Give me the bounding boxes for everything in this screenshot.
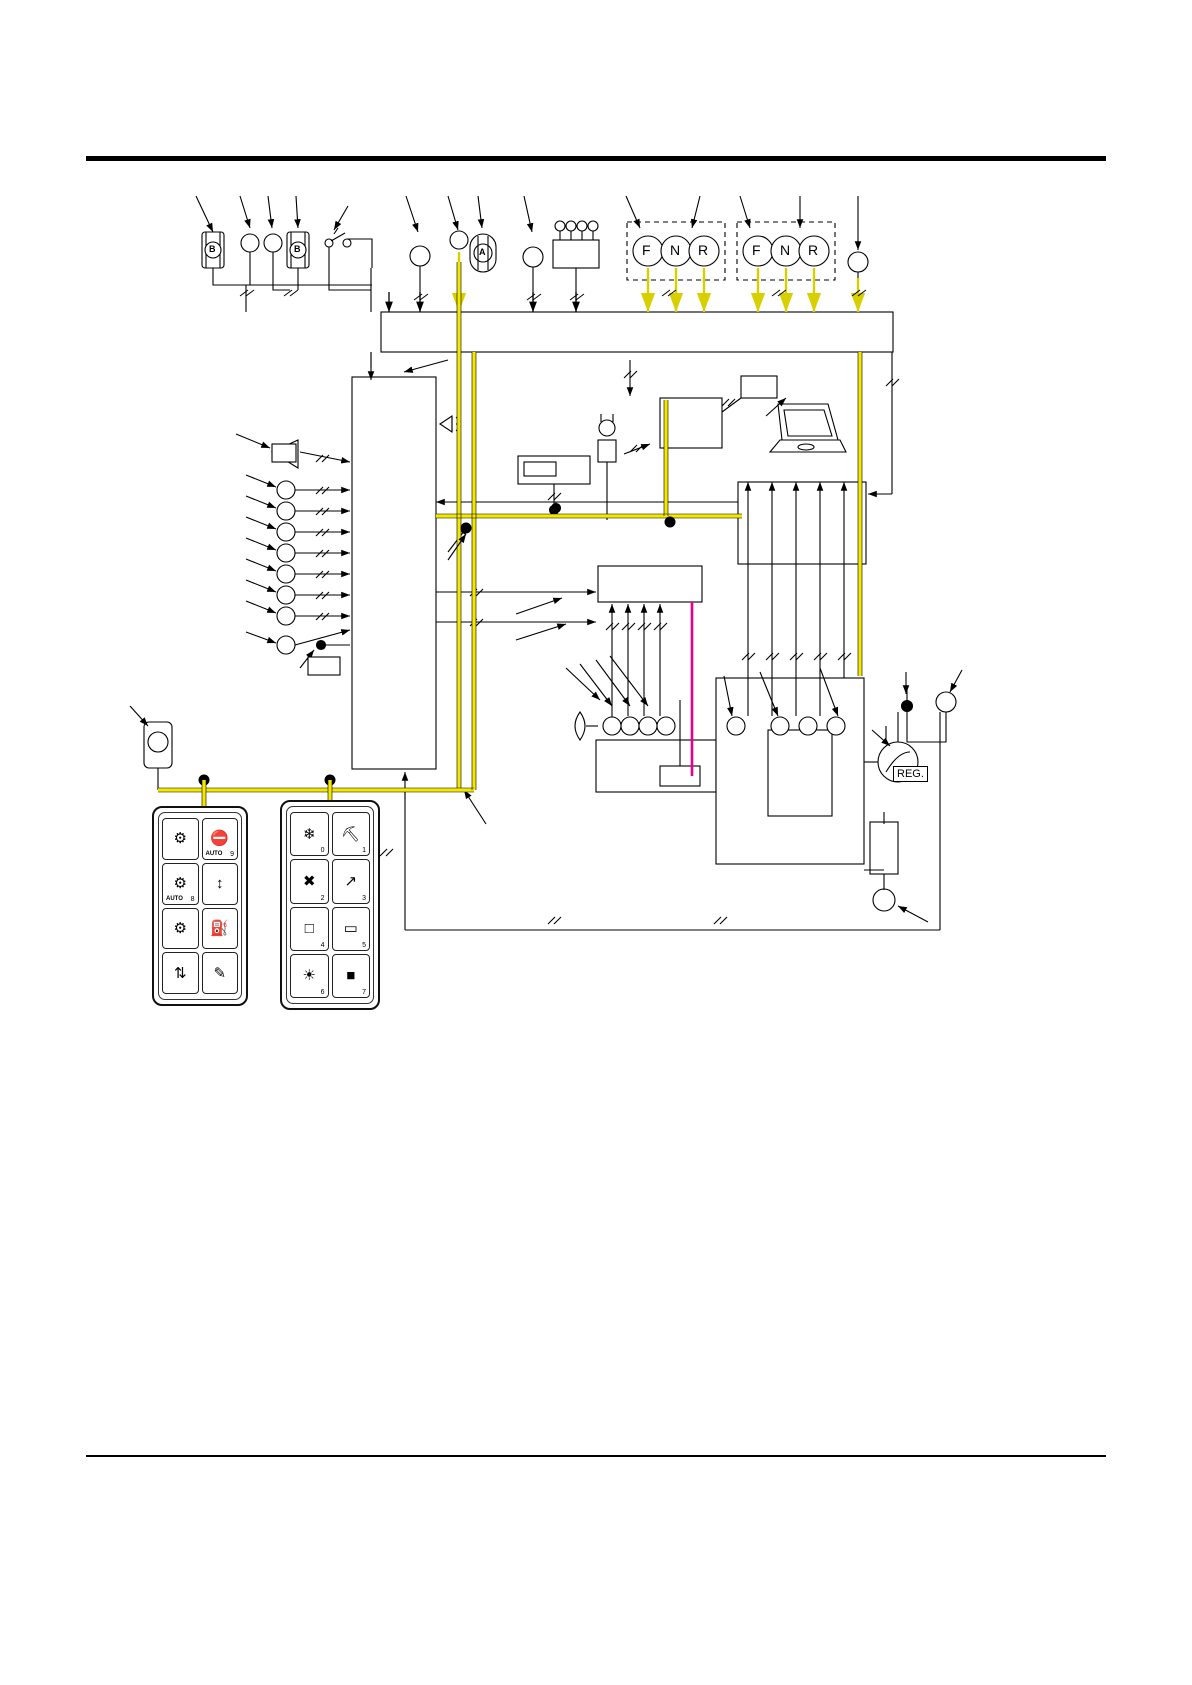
key-sub: AUTO [166,895,183,902]
gear-n-1: N [670,242,681,258]
gear-f-1: F [642,242,651,258]
key-sub: AUTO [205,850,223,857]
keypad-right-key-5[interactable] [332,907,371,951]
key-number: 4 [320,941,325,949]
key-icon: ⚙ [173,919,187,937]
key-icon: ⛽ [210,919,230,937]
keypad-left-grid [162,818,238,994]
key-icon: ⛏ [341,825,361,843]
keypad-right-key-3[interactable] [332,859,371,903]
gear-n-2: N [780,242,791,258]
keypad-right-key-4[interactable] [290,907,329,951]
key-icon: ⚙ [173,875,187,893]
key-icon: ✎ [213,964,227,982]
gear-r-1: R [698,242,709,258]
key-icon: ⇅ [173,964,187,982]
key-number: 3 [362,894,366,902]
key-number: 9 [230,850,234,858]
key-icon: □ [304,920,314,938]
keypad-left-key-2[interactable] [162,863,199,905]
key-icon: ⛔ [210,830,230,848]
key-number: 2 [320,894,325,902]
keypad-left-key-5[interactable] [202,908,239,950]
key-number: 6 [320,989,325,996]
keypad-right-key-6[interactable] [290,954,329,998]
breaker-b1-label: B [209,244,216,254]
key-number: 0 [320,847,325,855]
keypad-right[interactable] [280,800,380,1010]
keypad-right-key-0[interactable] [290,812,329,856]
key-icon: ✖ [302,872,316,890]
keypad-left-key-6[interactable] [162,952,199,994]
key-icon: ↗ [344,872,358,890]
keypad-left-key-7[interactable] [202,952,239,994]
key-icon: ❄ [302,825,316,843]
regulator-label: REG. [893,766,928,782]
gear-r-2: R [808,242,819,258]
breaker-b2-label: B [294,244,301,254]
keypad-right-key-2[interactable] [290,859,329,903]
key-icon: ↕ [216,875,224,893]
gear-f-2: F [752,242,761,258]
keypad-right-key-7[interactable] [332,954,371,998]
key-icon: ⚙ [173,830,187,848]
keypad-left[interactable] [152,806,248,1006]
key-number: 8 [190,895,195,903]
keypad-left-key-4[interactable] [162,908,199,950]
key-number: 1 [362,847,366,855]
keypad-left-key-0[interactable] [162,818,199,860]
key-number: 7 [362,989,366,996]
key-icon: ☀ [302,967,316,985]
key-number: 5 [362,941,366,949]
keypad-left-key-3[interactable] [202,863,239,905]
key-icon: ▭ [343,920,358,938]
keypad-right-key-1[interactable] [332,812,371,856]
relay-a-label: A [479,247,486,257]
key-icon: ■ [346,967,356,985]
keypad-right-grid [290,812,370,998]
keypad-left-key-1[interactable] [202,818,239,860]
